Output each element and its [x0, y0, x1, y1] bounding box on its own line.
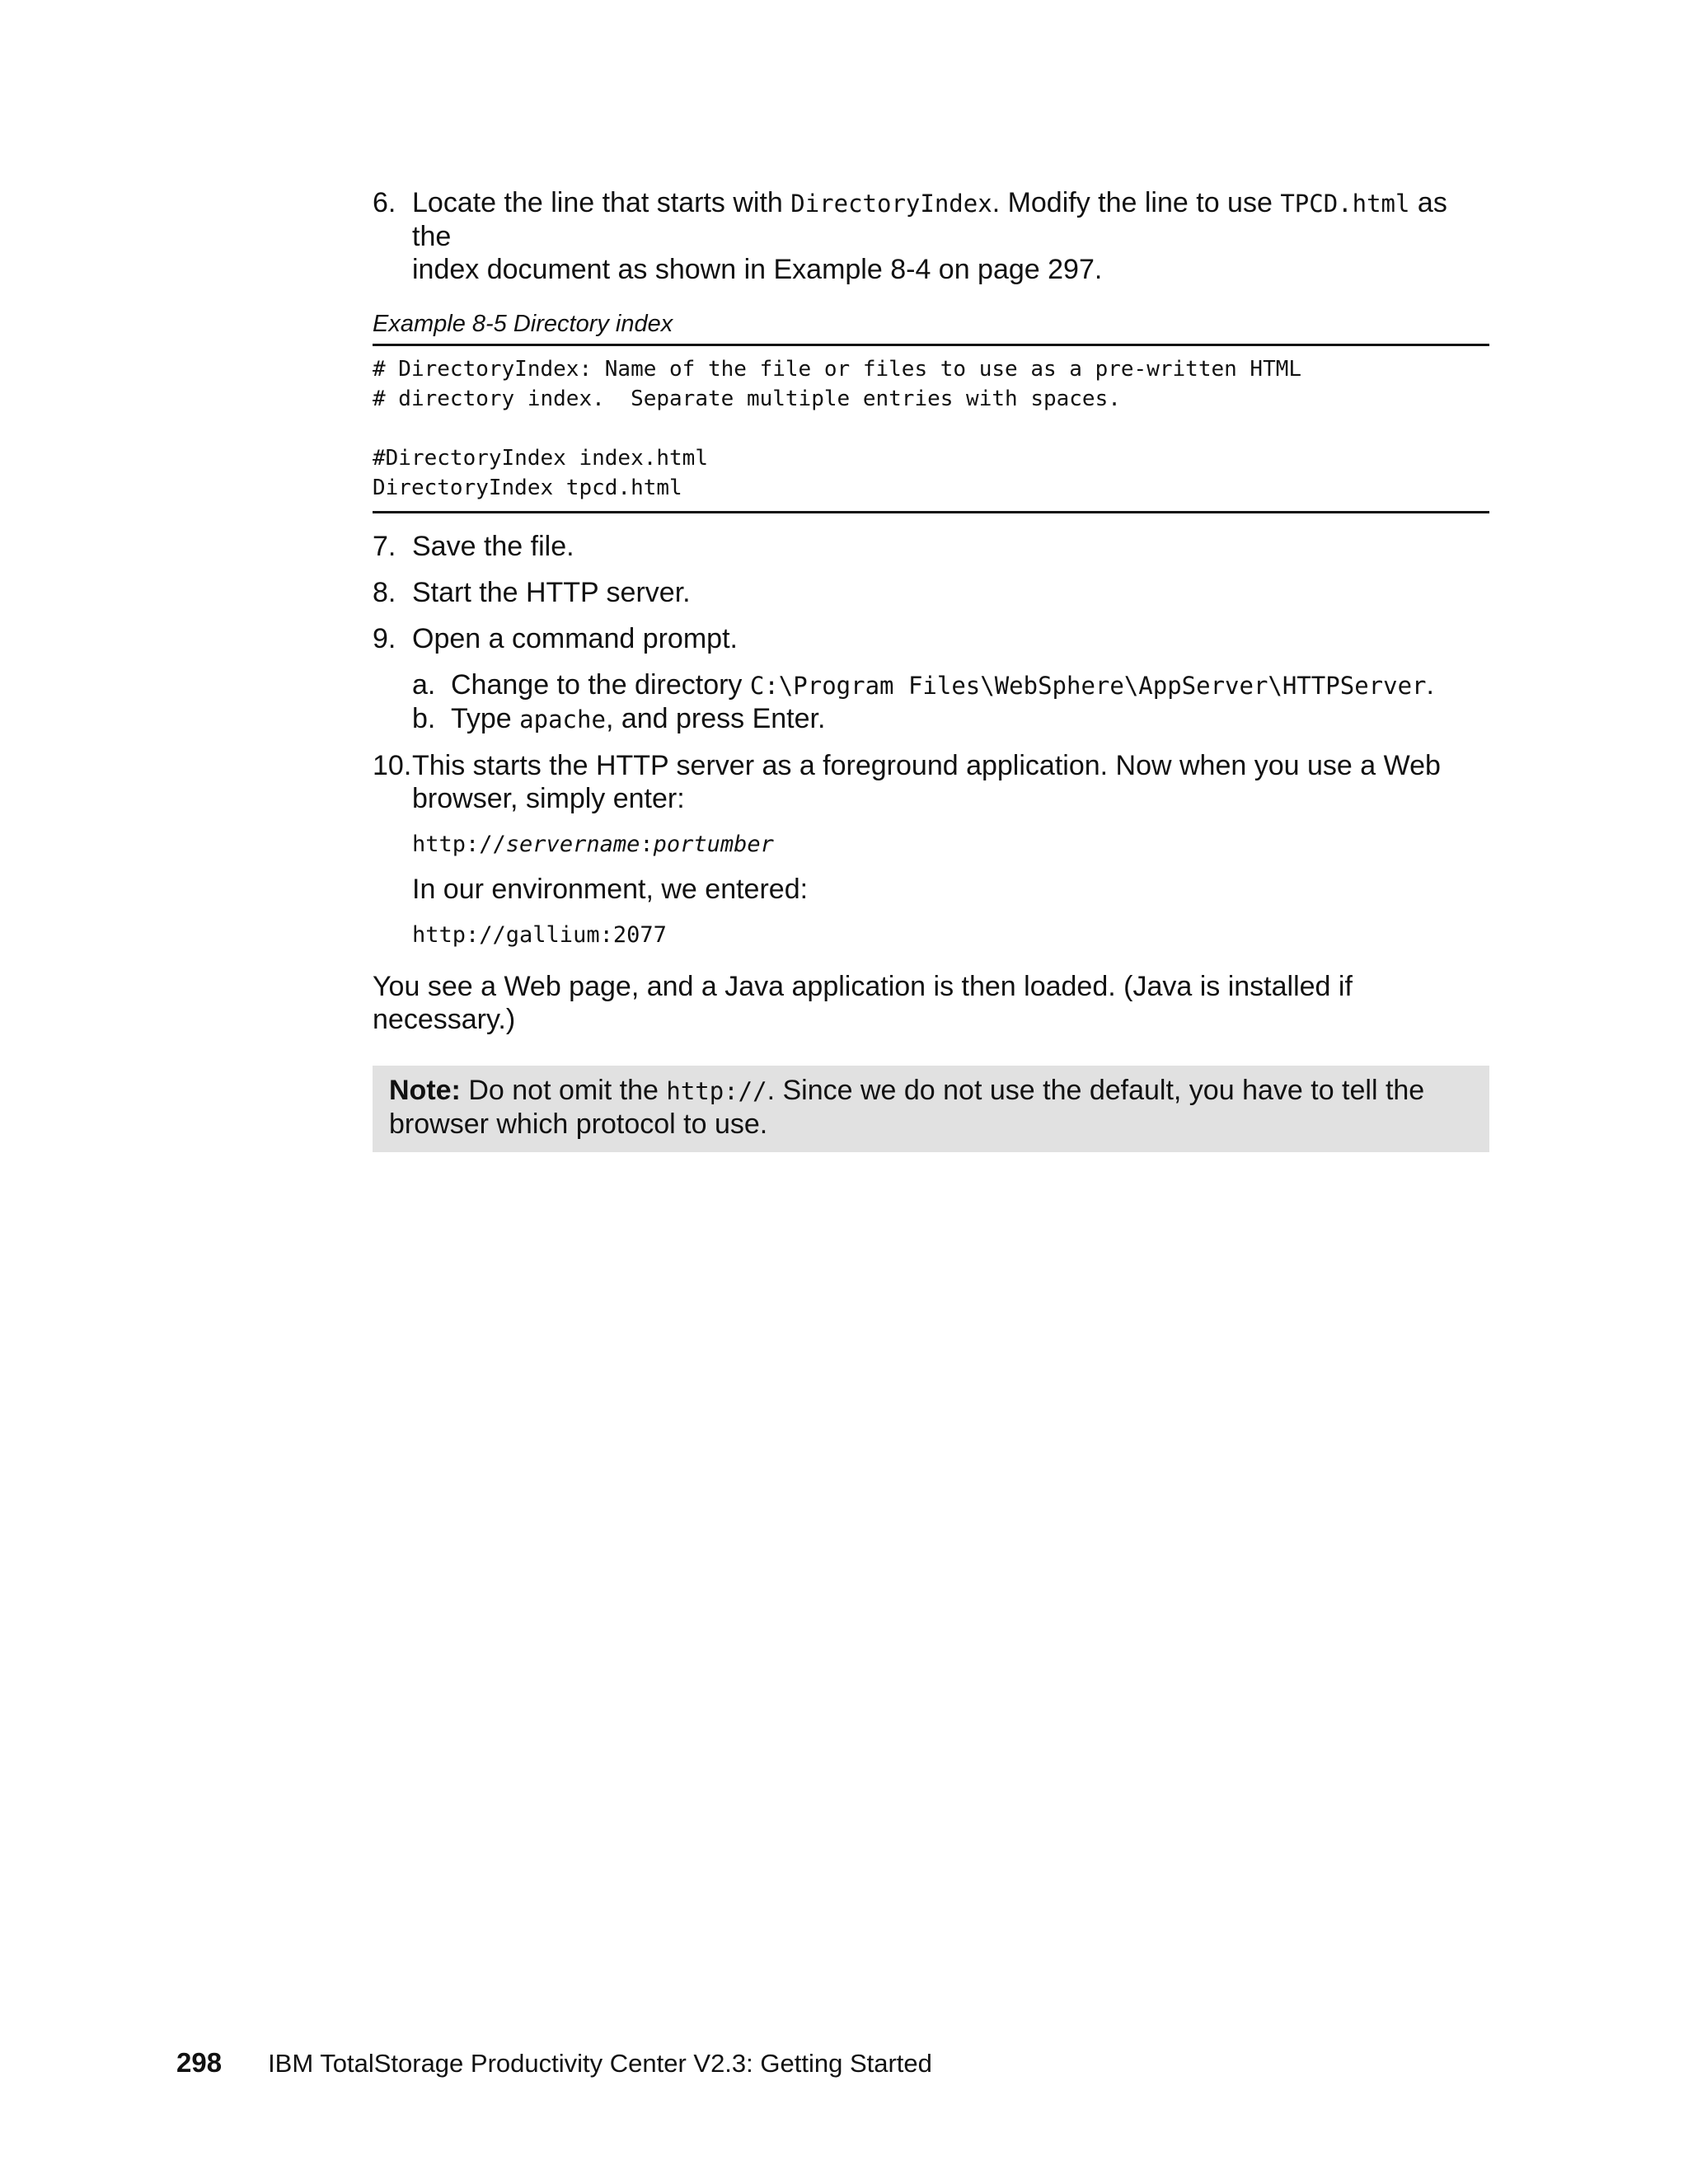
step-text: . Modify the line to use [992, 187, 1281, 218]
step-text: This starts the HTTP server as a foreground application. Now when you use a Web [412, 750, 1441, 781]
step-9b [373, 702, 1489, 736]
page-footer [176, 2046, 932, 2080]
code-line: DirectoryIndex tpcd.html [373, 476, 682, 500]
step-6 [373, 186, 1489, 286]
code-line: #DirectoryIndex index.html [373, 446, 708, 471]
step-9 [373, 622, 1489, 655]
step-text: index document as shown in Example 8-4 on page 297. [412, 254, 1103, 285]
step-10 [373, 749, 1489, 815]
substep-text: Type [451, 703, 520, 734]
note-box [373, 1066, 1489, 1152]
inline-code: TPCD.html [1280, 190, 1410, 218]
step-number: 10. [373, 750, 412, 781]
inline-code: DirectoryIndex [790, 190, 992, 218]
url-port-placeholder: portumber [653, 832, 774, 857]
step-text: Locate the line that starts with [412, 187, 791, 218]
step-text: as the [412, 187, 1447, 252]
step-10-details [373, 830, 1489, 950]
note-label: Note: [389, 1075, 461, 1106]
substep-text: Change to the directory [451, 669, 750, 701]
code-line: # directory index. Separate multiple entries with spaces. [373, 387, 1121, 411]
step-text: Open a command prompt. [412, 623, 738, 654]
inline-code: apache [519, 705, 606, 733]
inline-code: C:\Program Files\WebSphere\AppServer\HTTPServer [749, 672, 1427, 700]
note-text: Do not omit the [460, 1075, 667, 1106]
note-text: browser which protocol to use. [389, 1108, 768, 1140]
url-server-placeholder: servername [505, 832, 640, 857]
substep-letter: a. [412, 669, 436, 701]
url-prefix: http:// [412, 832, 506, 857]
step-number: 8. [373, 577, 396, 608]
example-code [373, 354, 1489, 503]
result-paragraph: You see a Web page, and a Java application is then loaded. (Java is installed if necessary.) [373, 971, 1353, 1035]
url-template [412, 830, 1489, 860]
step-number: 9. [373, 623, 396, 654]
example-code-box [373, 344, 1489, 513]
page-number: 298 [176, 2047, 223, 2078]
book-title: IBM TotalStorage Productivity Center V2.3: Getting Started [268, 2049, 932, 2078]
step-text: Save the file. [412, 531, 574, 562]
step-number: 6. [373, 187, 396, 218]
step-8 [373, 576, 1489, 609]
inline-code: http:// [666, 1077, 767, 1105]
substep-text: , and press Enter. [605, 703, 826, 734]
env-url: http://gallium:2077 [412, 922, 667, 948]
note-text: . Since we do not use the default, you have to tell the [767, 1075, 1425, 1106]
step-number: 7. [373, 531, 396, 562]
url-separator: : [640, 832, 654, 857]
example-caption: Example 8-5 Directory index [373, 311, 673, 337]
page-content [373, 186, 1489, 1152]
step-9a [373, 668, 1489, 702]
step-7 [373, 530, 1489, 563]
substep-letter: b. [412, 703, 436, 734]
substep-text: . [1426, 669, 1434, 701]
code-line: # DirectoryIndex: Name of the file or files to use as a pre-written HTML [373, 357, 1302, 382]
env-text: In our environment, we entered: [412, 874, 809, 905]
step-text: browser, simply enter: [412, 783, 685, 814]
step-text: Start the HTTP server. [412, 577, 691, 608]
